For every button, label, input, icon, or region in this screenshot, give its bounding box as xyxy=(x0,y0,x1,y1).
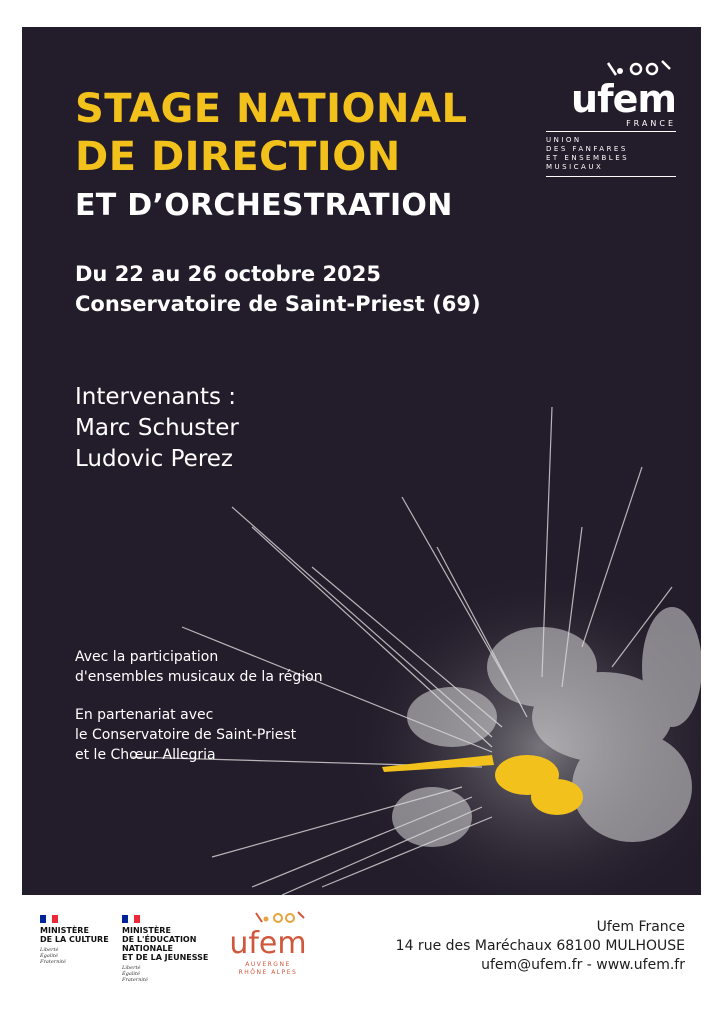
poster-title xyxy=(75,85,467,181)
note-line: le Conservatoire de Saint-Priest xyxy=(75,727,297,743)
ministry-name-line: NATIONALE xyxy=(122,944,173,953)
note-line: En partenariat avec xyxy=(75,707,214,723)
ministry-name-line: DE L'ÉDUCATION xyxy=(122,935,197,944)
speaker-name: Marc Schuster xyxy=(75,415,239,441)
note-line: Avec la participation xyxy=(75,649,219,665)
logo-subtitle-line: DES FANFARES xyxy=(546,145,628,153)
ministry-culture-logo xyxy=(40,915,115,965)
title-line-1: STAGE NATIONAL xyxy=(75,86,468,132)
contact-info xyxy=(396,918,685,975)
note-line: et le Chœur Allegria xyxy=(75,747,216,763)
regional-line: AUVERGNE xyxy=(245,961,291,968)
motto-line: Fraternité xyxy=(40,959,66,965)
regional-line: RHÔNE ALPES xyxy=(238,969,298,976)
logo-subtitle-line: ET ENSEMBLES xyxy=(546,154,630,162)
music-notes-icon xyxy=(218,909,318,927)
ufem-logo xyxy=(546,61,676,177)
motto-line: Liberté xyxy=(122,965,141,971)
event-details xyxy=(75,259,481,319)
participation-note xyxy=(75,647,323,687)
ministry-name-line: ET DE LA JEUNESSE xyxy=(122,953,209,962)
logo-subtitle-line: UNION xyxy=(546,136,582,144)
motto-line: Liberté xyxy=(40,947,59,953)
ufem-auvergne-logo xyxy=(218,909,318,977)
ministry-name-line: MINISTÈRE xyxy=(122,926,171,935)
logo-subtitle-line: MUSICAUX xyxy=(546,163,604,171)
poster-subtitle: ET D’ORCHESTRATION xyxy=(75,188,453,223)
ministry-name-line: MINISTÈRE xyxy=(40,926,89,935)
motto-line: Égalité xyxy=(40,953,58,959)
poster xyxy=(22,27,701,895)
speaker-name: Ludovic Perez xyxy=(75,446,233,472)
title-line-2: DE DIRECTION xyxy=(75,134,401,180)
logo-country: FRANCE xyxy=(546,119,676,132)
partnership-note xyxy=(75,705,296,765)
ministry-motto xyxy=(122,965,212,983)
motto-line: Fraternité xyxy=(122,977,148,983)
contact-web[interactable]: ufem@ufem.fr - www.ufem.fr xyxy=(481,957,685,973)
music-notes-icon xyxy=(604,57,676,81)
marianne-flag-icon xyxy=(122,915,140,923)
speakers-block xyxy=(75,382,239,475)
logo-wordmark: ufem xyxy=(571,77,676,121)
regional-wordmark: ufem xyxy=(229,926,307,961)
contact-org: Ufem France xyxy=(596,919,685,935)
ministry-motto xyxy=(40,947,115,965)
event-dates: Du 22 au 26 octobre 2025 xyxy=(75,262,381,286)
marianne-flag-icon xyxy=(40,915,58,923)
motto-line: Égalité xyxy=(122,971,140,977)
footer xyxy=(0,895,724,1024)
logo-subtitle xyxy=(546,136,676,177)
ministry-education-logo xyxy=(122,915,212,983)
contact-address: 14 rue des Maréchaux 68100 MULHOUSE xyxy=(395,938,685,954)
ministry-name-line: DE LA CULTURE xyxy=(40,935,109,944)
speakers-label: Intervenants : xyxy=(75,384,237,410)
event-venue: Conservatoire de Saint-Priest (69) xyxy=(75,292,481,316)
note-line: d'ensembles musicaux de la région xyxy=(75,669,323,685)
